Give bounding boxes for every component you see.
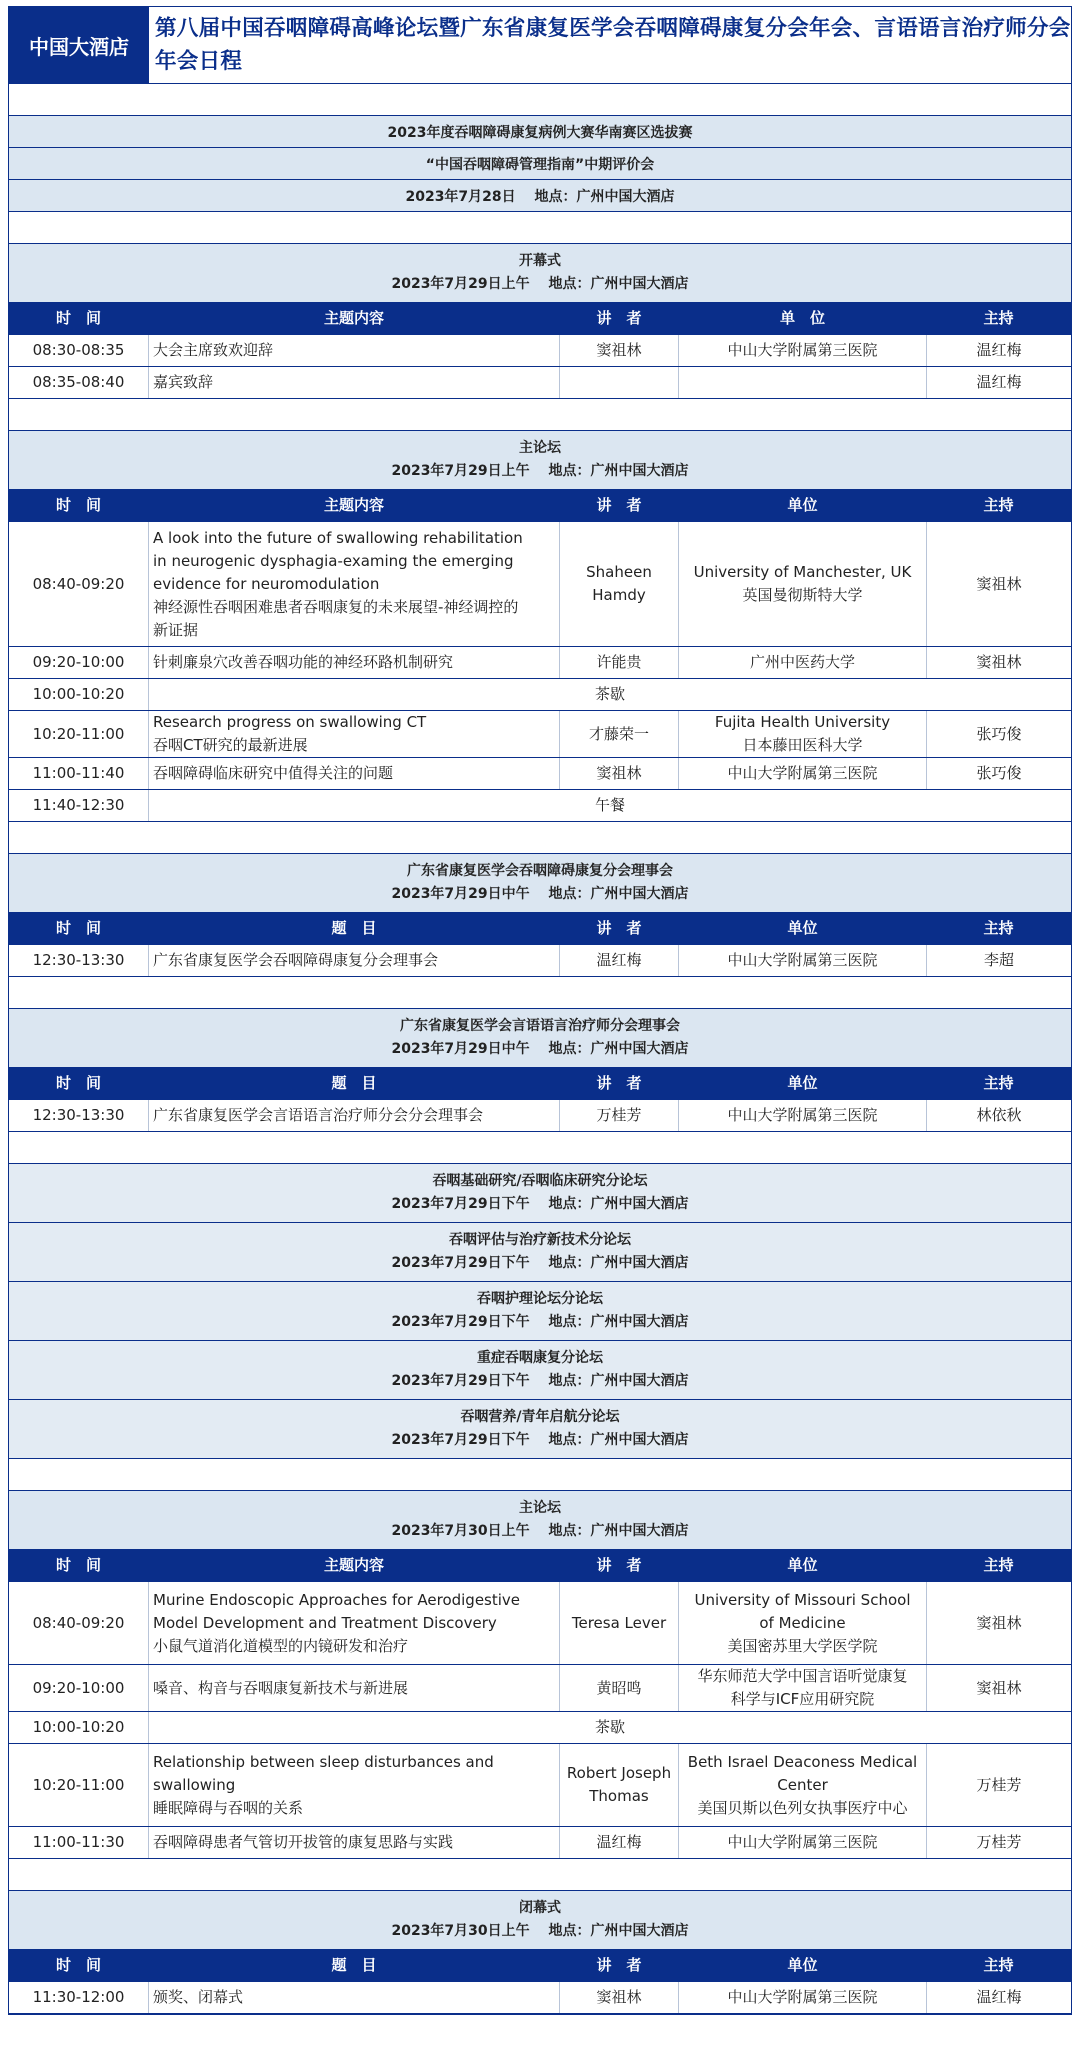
cell-line: Model Development and Treatment Discovery [153,1613,497,1632]
page-title: 第八届中国吞咽障碍高峰论坛暨广东省康复医学会吞咽障碍康复分会年会、言语语言治疗师分会年会日程 [155,16,1071,74]
table-row [9,1827,1071,1859]
band-line: 2023年7月29日下午 地点：广州中国大酒店 [391,1373,689,1389]
pre-event-line [9,148,1071,180]
time-cell: 12:30-13:30 [9,1100,149,1131]
cell-line: 小鼠气道消化道模型的内镜研发和治疗 [153,1636,409,1655]
band-line: 2023年7月29日上午 地点：广州中国大酒店 [391,276,689,292]
column-header: 主持 [927,913,1071,944]
table-row [9,758,1071,790]
cell-lines [697,1665,907,1711]
cell-line: 神经源性吞咽困难患者吞咽康复的未来展望-神经调控的 [153,597,519,616]
column-header: 讲 者 [560,913,679,944]
band-line: 2023年7月29日中午 地点：广州中国大酒店 [391,1041,689,1057]
band-line: 主论坛 [519,440,561,456]
time-cell: 10:20-11:00 [9,1744,149,1826]
topic-cell: 针刺廉泉穴改善吞咽功能的神经环路机制研究 [149,647,560,678]
spacer-row [9,1859,1071,1891]
cell-lines [694,561,912,607]
band-line: 吞咽营养/青年启航分论坛 [460,1409,620,1425]
cell-line: University of Manchester, UK [693,563,912,581]
spacer-row [9,822,1071,854]
column-header: 时 间 [9,1550,149,1581]
cell-lines [586,561,652,607]
host-cell: 温红梅 [976,1988,1022,2006]
table-row [9,679,1071,711]
section-title-s1 [9,244,1071,303]
section-title-s6 [9,1891,1071,1950]
spacer-row [9,84,1071,116]
unit-cell [679,1582,927,1664]
host-cell: 窦祖林 [976,1678,1022,1697]
unit-cell: 中山大学附属第三医院 [679,1827,927,1858]
band-line: 2023年7月29日下午 地点：广州中国大酒店 [391,1432,689,1448]
host-cell: 万桂芳 [976,1775,1022,1794]
column-header: 题 目 [149,1068,560,1099]
venue-label: 中国大酒店 [9,7,149,83]
table-header [9,490,1071,522]
time-cell: 08:30-08:35 [9,335,149,366]
unit-cell: 中山大学附属第三医院 [679,1100,927,1131]
band-line: 2023年7月29日中午 地点：广州中国大酒店 [391,886,689,902]
cell-line: in neurogenic dysphagia-examing the emerging [153,551,514,570]
time-cell: 11:00-11:40 [9,758,149,789]
band-line: 吞咽基础研究/吞咽临床研究分论坛 [432,1173,648,1189]
spacer-row [9,399,1071,431]
column-header: 主题内容 [149,303,560,334]
speaker-cell: 万桂芳 [560,1100,679,1131]
table-header [9,913,1071,945]
cell-lines [567,1762,671,1808]
host-cell: 窦祖林 [976,574,1022,593]
cell-lines [715,711,890,757]
unit-cell [679,367,927,398]
speaker-cell: 许能贵 [560,647,679,678]
column-header: 讲 者 [560,303,679,334]
unit-cell: 中山大学附属第三医院 [679,1982,927,2013]
table-header [9,1950,1071,1982]
unit-cell [679,1665,927,1711]
time-cell: 10:00-10:20 [9,1712,149,1743]
sub-forum-band [9,1341,1071,1400]
column-header: 单位 [679,1068,927,1099]
time-cell: 11:00-11:30 [9,1827,149,1858]
band-line: 2023年7月29日上午 地点：广州中国大酒店 [391,463,689,479]
host-cell: 窦祖林 [976,1613,1022,1632]
column-header: 时 间 [9,913,149,944]
cell-line: Center [777,1775,828,1794]
band-line: 2023年7月30日上午 地点：广州中国大酒店 [391,1523,689,1539]
cell-lines [153,1751,494,1820]
host-cell: 张巧俊 [976,724,1022,743]
cell-lines [153,1589,520,1658]
time-cell: 08:40-09:20 [9,1582,149,1664]
cell-line: 美国密苏里大学医学院 [727,1636,878,1655]
topic-cell: 广东省康复医学会吞咽障碍康复分会理事会 [149,945,560,976]
cell-lines [153,711,426,757]
time-cell: 10:20-11:00 [9,711,149,757]
unit-cell: 广州中医药大学 [679,647,927,678]
cell-line: 科学与ICF应用研究院 [730,1690,875,1708]
cell-line: Research progress on swallowing CT [153,713,427,731]
table-row [9,711,1071,758]
table-row [9,945,1071,977]
cell-line: 新证据 [153,620,199,639]
time-cell: 09:20-10:00 [9,1665,149,1711]
table-row [9,1712,1071,1744]
table-row [9,367,1071,399]
topic-cell: 吞咽障碍临床研究中值得关注的问题 [149,758,560,789]
pre-event-line [9,116,1071,148]
time-cell: 08:35-08:40 [9,367,149,398]
cell-line: Relationship between sleep disturbances and [153,1752,494,1771]
page-header [8,6,1072,84]
table-row [9,1582,1071,1665]
host-cell: 林依秋 [976,1106,1022,1124]
table-row [9,1665,1071,1712]
time-cell: 11:40-12:30 [9,790,149,821]
speaker-cell [560,1744,679,1826]
column-header: 时 间 [9,303,149,334]
band-line: 2023年7月28日 地点：广州中国大酒店 [405,188,675,205]
table-header [9,1550,1071,1582]
column-header: 主持 [927,1550,1071,1581]
column-header: 时 间 [9,1950,149,1981]
sub-forum-band [9,1164,1071,1223]
table-row [9,647,1071,679]
cell-line: 华东师范大学中国言语听觉康复 [697,1667,908,1685]
column-header: 讲 者 [560,1068,679,1099]
spacer-row [9,1132,1071,1164]
cell-line: 日本藤田医科大学 [742,736,863,754]
speaker-cell: 窦祖林 [560,1982,679,2013]
cell-line: 吞咽CT研究的最新进展 [153,736,308,754]
band-line: 2023年7月29日下午 地点：广州中国大酒店 [391,1196,689,1212]
topic-cell [149,711,560,757]
host-cell: 万桂芳 [976,1833,1022,1851]
unit-cell: 中山大学附属第三医院 [679,335,927,366]
column-header: 时 间 [9,490,149,521]
speaker-cell [560,522,679,646]
host-cell: 李超 [983,951,1014,969]
sub-forum-band [9,1223,1071,1282]
band-line: 2023年7月29日下午 地点：广州中国大酒店 [391,1314,689,1330]
cell-line: Shaheen [586,563,652,581]
cell-line: Robert Joseph [566,1764,672,1782]
table-row [9,522,1071,647]
column-header: 题 目 [149,913,560,944]
cell-line: 睡眠障碍与吞咽的关系 [153,1798,304,1817]
time-cell: 11:30-12:00 [9,1982,149,2013]
speaker-cell: 窦祖林 [560,758,679,789]
cell-lines [153,527,523,642]
band-line: “中国吞咽障碍管理指南”中期评价会 [425,156,655,173]
host-cell: 窦祖林 [976,653,1022,671]
table-row [9,1744,1071,1827]
break-cell: 茶歇 [594,1718,625,1736]
table-header [9,1068,1071,1100]
speaker-cell: 黄昭鸣 [560,1665,679,1711]
cell-lines [695,1589,911,1658]
speaker-cell: 温红梅 [560,1827,679,1858]
column-header: 讲 者 [560,490,679,521]
topic-cell: 吞咽障碍患者气管切开拔管的康复思路与实践 [149,1827,560,1858]
table-row [9,335,1071,367]
host-cell: 温红梅 [976,373,1022,391]
column-header: 单位 [679,1950,927,1981]
spacer-row [9,977,1071,1009]
schedule-table [8,84,1072,2015]
table-row [9,1982,1071,2014]
band-line: 闭幕式 [519,1900,561,1916]
column-header: 主持 [927,1950,1071,1981]
topic-cell [149,1582,560,1664]
speaker-cell: Teresa Lever [560,1582,679,1664]
column-header: 主持 [927,490,1071,521]
band-line: 2023年度吞咽障碍康复病例大赛华南赛区选拔赛 [387,124,693,141]
speaker-cell [560,367,679,398]
cell-line: Murine Endoscopic Approaches for Aerodigestive [153,1590,521,1609]
cell-lines [688,1751,917,1820]
band-line: 重症吞咽康复分论坛 [477,1350,603,1366]
cell-line: 英国曼彻斯特大学 [742,586,863,604]
sub-forum-band [9,1400,1071,1459]
cell-line: 美国贝斯以色列女执事医疗中心 [697,1798,908,1817]
topic-cell: 嘉宾致辞 [149,367,560,398]
column-header: 主持 [927,1068,1071,1099]
band-line: 广东省康复医学会吞咽障碍康复分会理事会 [407,863,673,879]
unit-cell: 中山大学附属第三医院 [679,758,927,789]
band-line: 2023年7月30日上午 地点：广州中国大酒店 [391,1923,689,1939]
column-header: 题 目 [149,1950,560,1981]
cell-line: Beth Israel Deaconess Medical [687,1752,918,1771]
speaker-cell: 窦祖林 [560,335,679,366]
band-line: 2023年7月29日下午 地点：广州中国大酒店 [391,1255,689,1271]
time-cell: 09:20-10:00 [9,647,149,678]
column-header: 讲 者 [560,1950,679,1981]
cell-line: Fujita Health University [714,713,891,731]
time-cell: 10:00-10:20 [9,679,149,710]
column-header: 主持 [927,303,1071,334]
speaker-cell: 温红梅 [560,945,679,976]
cell-line: swallowing [153,1775,236,1794]
band-line: 吞咽护理论坛分论坛 [477,1291,603,1307]
column-header: 主题内容 [149,490,560,521]
break-cell: 午餐 [594,796,625,814]
column-header: 时 间 [9,1068,149,1099]
speaker-cell: 才藤荣一 [560,711,679,757]
cell-line: Thomas [589,1787,649,1805]
band-line: 开幕式 [519,253,561,269]
band-line: 吞咽评估与治疗新技术分论坛 [449,1232,631,1248]
cell-line: evidence for neuromodulation [153,574,380,593]
cell-line: Hamdy [592,586,646,604]
column-header: 单 位 [679,303,927,334]
host-cell: 温红梅 [976,341,1022,359]
topic-cell: 大会主席致欢迎辞 [149,335,560,366]
topic-cell [149,522,560,646]
section-title-s2 [9,431,1071,490]
sub-forum-band [9,1282,1071,1341]
table-row [9,1100,1071,1132]
section-title-s4 [9,1009,1071,1068]
spacer-row [9,212,1071,244]
pre-event-line [9,180,1071,212]
host-cell: 张巧俊 [976,764,1022,782]
cell-line: University of Missouri School [694,1590,911,1609]
break-cell: 茶歇 [594,685,625,703]
unit-cell [679,522,927,646]
unit-cell [679,1744,927,1826]
column-header: 讲 者 [560,1550,679,1581]
column-header: 主题内容 [149,1550,560,1581]
time-cell: 12:30-13:30 [9,945,149,976]
time-cell: 08:40-09:20 [9,522,149,646]
band-line: 主论坛 [519,1500,561,1516]
column-header: 单位 [679,913,927,944]
topic-cell: 广东省康复医学会言语语言治疗师分会分会理事会 [149,1100,560,1131]
column-header: 单位 [679,1550,927,1581]
table-row [9,790,1071,822]
topic-cell [149,1744,560,1826]
topic-cell: 嗓音、构音与吞咽康复新技术与新进展 [149,1665,560,1711]
spacer-row [9,1459,1071,1491]
cell-line: A look into the future of swallowing rehabilitation [153,528,523,547]
topic-cell: 颁奖、闭幕式 [149,1982,560,2013]
section-title-s3 [9,854,1071,913]
column-header: 单位 [679,490,927,521]
unit-cell [679,711,927,757]
section-title-s5 [9,1491,1071,1550]
unit-cell: 中山大学附属第三医院 [679,945,927,976]
table-header [9,303,1071,335]
band-line: 广东省康复医学会言语语言治疗师分会理事会 [400,1018,680,1034]
cell-line: of Medicine [759,1613,846,1632]
